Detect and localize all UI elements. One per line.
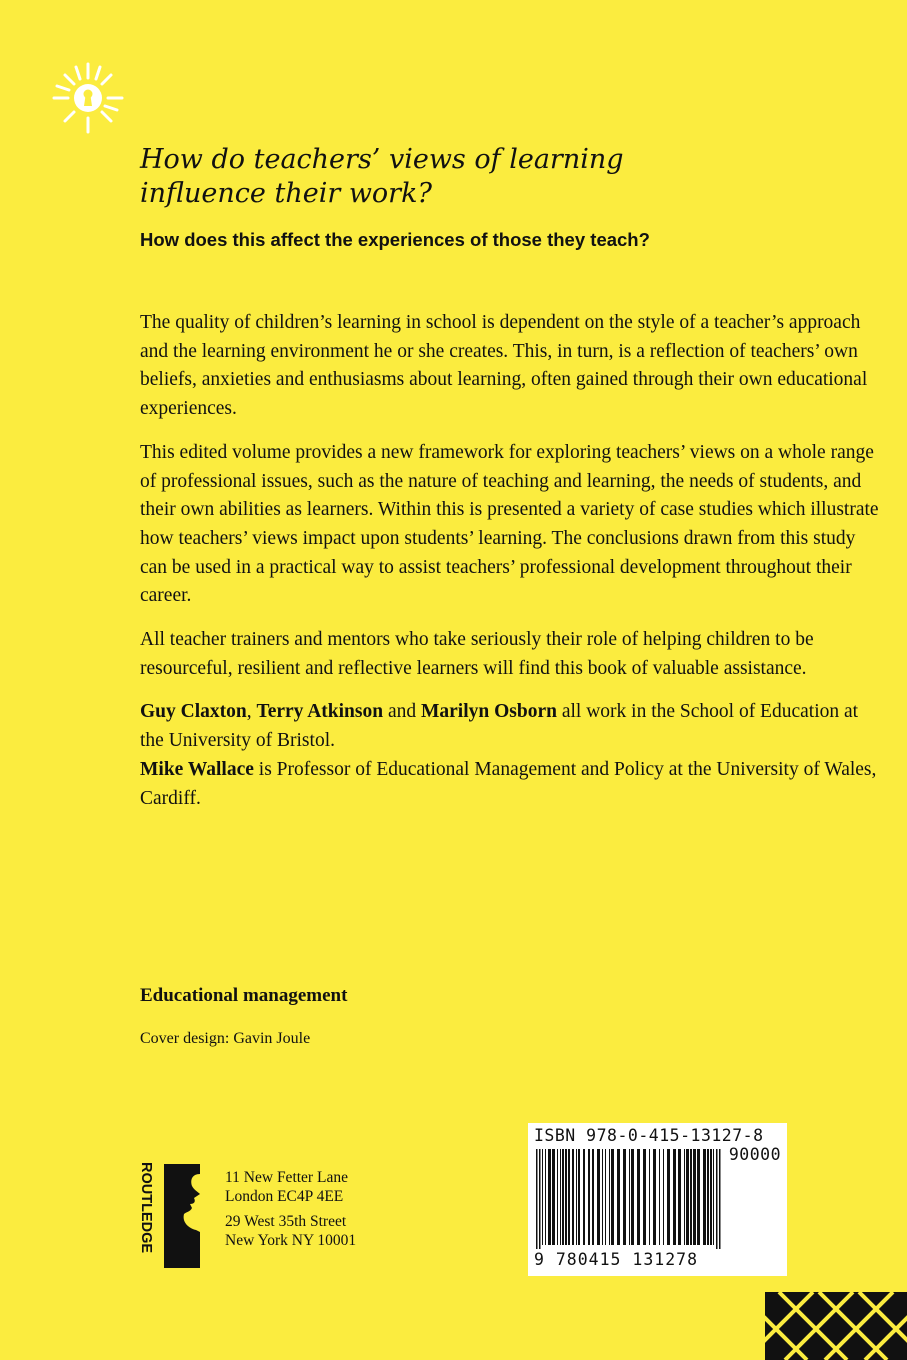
barcode-bar [667, 1149, 670, 1245]
barcode-bar [605, 1149, 606, 1245]
barcode-graphic [534, 1149, 724, 1249]
subheadline: How does this affect the experiences of those they teach? [140, 229, 650, 250]
barcode-bar [539, 1149, 541, 1249]
barcode-bar [637, 1149, 640, 1245]
barcode-bar [659, 1149, 660, 1245]
address-line: New York NY 10001 [225, 1232, 357, 1249]
barcode-bar [560, 1149, 561, 1245]
blurb [140, 309, 880, 813]
publisher-address [225, 1168, 356, 1250]
barcode-bar [631, 1149, 634, 1245]
crosshatch-corner-pattern [765, 1292, 907, 1360]
barcode-bar [629, 1149, 630, 1245]
barcode-bar [690, 1149, 692, 1245]
barcode-bar [592, 1149, 594, 1245]
blurb-paragraph-2: This edited volume provides a new framework for exploring teachers’ views on a whole range of professional issues, such as the nature of teaching and learning, the needs of students, and their own abilities as learners. Within this is presented a variety of case studies which illustrate how teachers’ views impact upon students’ learning. The conclusions drawn from this study can be used in a practical way to assist teachers’ professional development throughout their career. [140, 441, 879, 607]
barcode-bar [536, 1149, 538, 1249]
barcode-bar [548, 1149, 551, 1245]
barcode-bar [643, 1149, 646, 1245]
barcode-bar [545, 1149, 546, 1245]
barcode-bar [697, 1149, 700, 1245]
series-label: Educational management [140, 985, 348, 1006]
author-affiliation: all work in the School of Education at the University of Bristol. [140, 701, 859, 752]
barcode-bar [602, 1149, 603, 1245]
barcode-bar [719, 1149, 721, 1249]
address-line: London EC4P 4EE [225, 1188, 344, 1205]
barcode-bar [557, 1149, 558, 1245]
address-line: 11 New Fetter Lane [225, 1169, 348, 1186]
author-name: Guy Claxton [140, 701, 247, 723]
barcode-bar [623, 1149, 626, 1245]
barcode-bar [583, 1149, 585, 1245]
barcode-bar [703, 1149, 706, 1245]
barcode-bar [707, 1149, 709, 1245]
barcode-panel [528, 1123, 787, 1276]
barcode-bar [565, 1149, 567, 1245]
barcode-bar [686, 1149, 689, 1245]
barcode-bar [576, 1149, 577, 1245]
barcode-bar [649, 1149, 650, 1245]
barcode-bar [684, 1149, 685, 1245]
author-name: Mike Wallace [140, 758, 254, 780]
barcode-bar [710, 1149, 712, 1245]
cover-design-credit: Cover design: Gavin Joule [140, 1030, 311, 1047]
barcode-bar [611, 1149, 614, 1245]
headline [140, 143, 860, 211]
address-line: 29 West 35th Street [225, 1213, 347, 1230]
barcode-bar [653, 1149, 656, 1245]
barcode-bar [617, 1149, 620, 1245]
barcode-bar [716, 1149, 718, 1249]
barcode-bar [568, 1149, 570, 1245]
barcode-bar [713, 1149, 714, 1245]
barcode-digits: 9 780415 131278 [534, 1250, 699, 1269]
barcode-bar [597, 1149, 600, 1245]
barcode-bar [678, 1149, 681, 1245]
routledge-logo [134, 1160, 212, 1272]
author-affiliation: is Professor of Educational Management and Policy at the University of Wales, Cardiff. [140, 758, 877, 809]
author-separator: and [383, 701, 421, 723]
barcode-bar [693, 1149, 696, 1245]
author-bio [140, 698, 880, 813]
barcode-bar [609, 1149, 610, 1245]
barcode-bar [673, 1149, 676, 1245]
author-separator: , [246, 701, 257, 723]
isbn-text: ISBN 978-0-415-13127-8 [534, 1126, 764, 1145]
barcode-bar [578, 1149, 580, 1245]
barcode-bar [552, 1149, 555, 1245]
barcode-bar [663, 1149, 664, 1245]
publisher-name: ROUTLEDGE [138, 1162, 154, 1254]
headline-line-2: influence their work? [140, 178, 432, 209]
author-name: Marilyn Osborn [421, 701, 557, 723]
headline-line-1: How do teachers’ views of learning [140, 144, 624, 175]
barcode-bar [562, 1149, 564, 1245]
barcode-bar [542, 1149, 543, 1245]
blurb-paragraph-1: The quality of children’s learning in school is dependent on the style of a teacher’s approach and the learning environment he or she creates. This, in turn, is a reflection of teachers’ own beliefs, anxieties and enthusiasms about learning, often gained through their own educational experiences. [140, 312, 868, 420]
head-profile-icon [164, 1164, 200, 1268]
blurb-paragraph-3: All teacher trainers and mentors who take seriously their role of helping children to be resourceful, resilient and reflective learners will find this book of valuable assistance. [140, 629, 814, 679]
price-code: 90000 [728, 1145, 781, 1164]
barcode-bar [588, 1149, 590, 1245]
keyhole-light-icon [48, 58, 126, 136]
barcode-bar [572, 1149, 574, 1245]
author-name: Terry Atkinson [256, 701, 384, 723]
